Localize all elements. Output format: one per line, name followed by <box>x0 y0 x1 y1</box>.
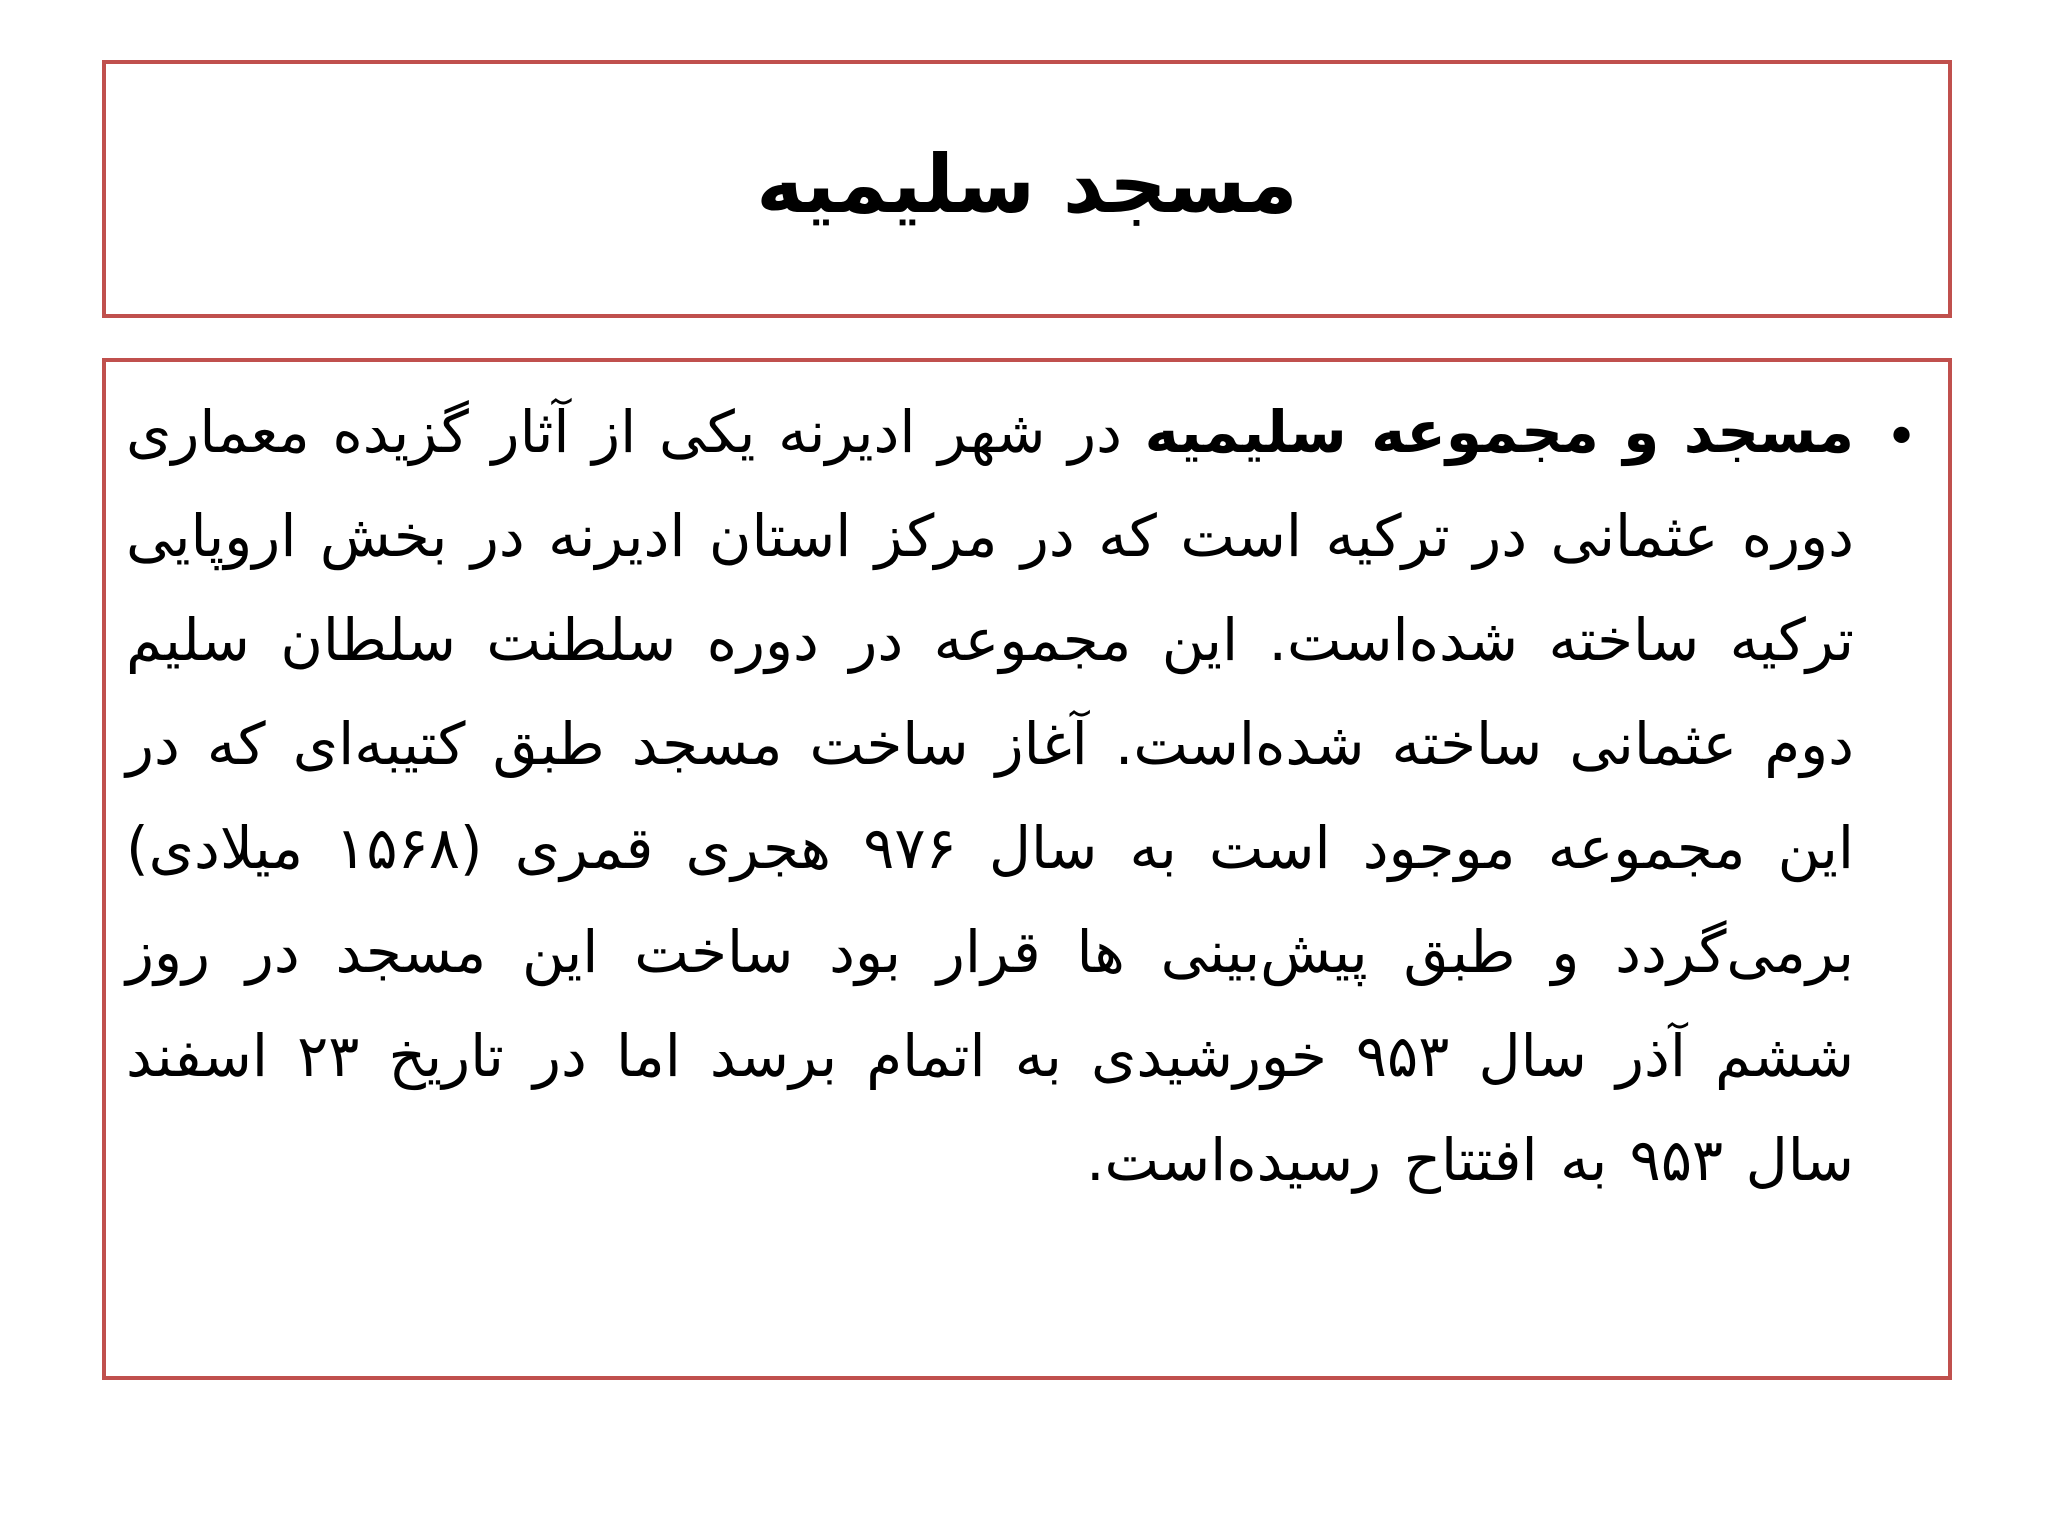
title-box <box>102 60 1952 318</box>
bullet-text: در شهر ادیرنه یکی از آثار گزیده معماری دوره عثمانی در ترکیه است که در مرکز استان ادیرنه در بخش اروپایی ترکیه ساخته شده‌است. این مجموعه در دوره سلطنت سلطان سلیم دوم عثمانی ساخته شده‌است. آغاز ساخت مسجد طبق کتیبه‌ای که در این مجموعه موجود است به سال ۹۷۶ هجری قمری (۱۵۶۸ میلادی) برمی‌گردد و طبق پیش‌بینی ها قرار بود ساخت این مسجد در روز ششم آذر سال ۹۵۳ خورشیدی به اتمام برسد اما در تاریخ ۲۳ اسفند سال ۹۵۳ به افتتاح رسیده‌است. <box>126 398 1855 1194</box>
slide-title: مسجد سلیمیه <box>756 137 1298 231</box>
content-box <box>102 358 1952 1380</box>
bullet-item <box>126 380 1918 1212</box>
bullet-marker: • <box>1884 405 1918 470</box>
bullet-bold-lead: مسجد و مجموعه سلیمیه <box>1144 398 1854 466</box>
bullet-paragraph <box>126 380 1854 1212</box>
